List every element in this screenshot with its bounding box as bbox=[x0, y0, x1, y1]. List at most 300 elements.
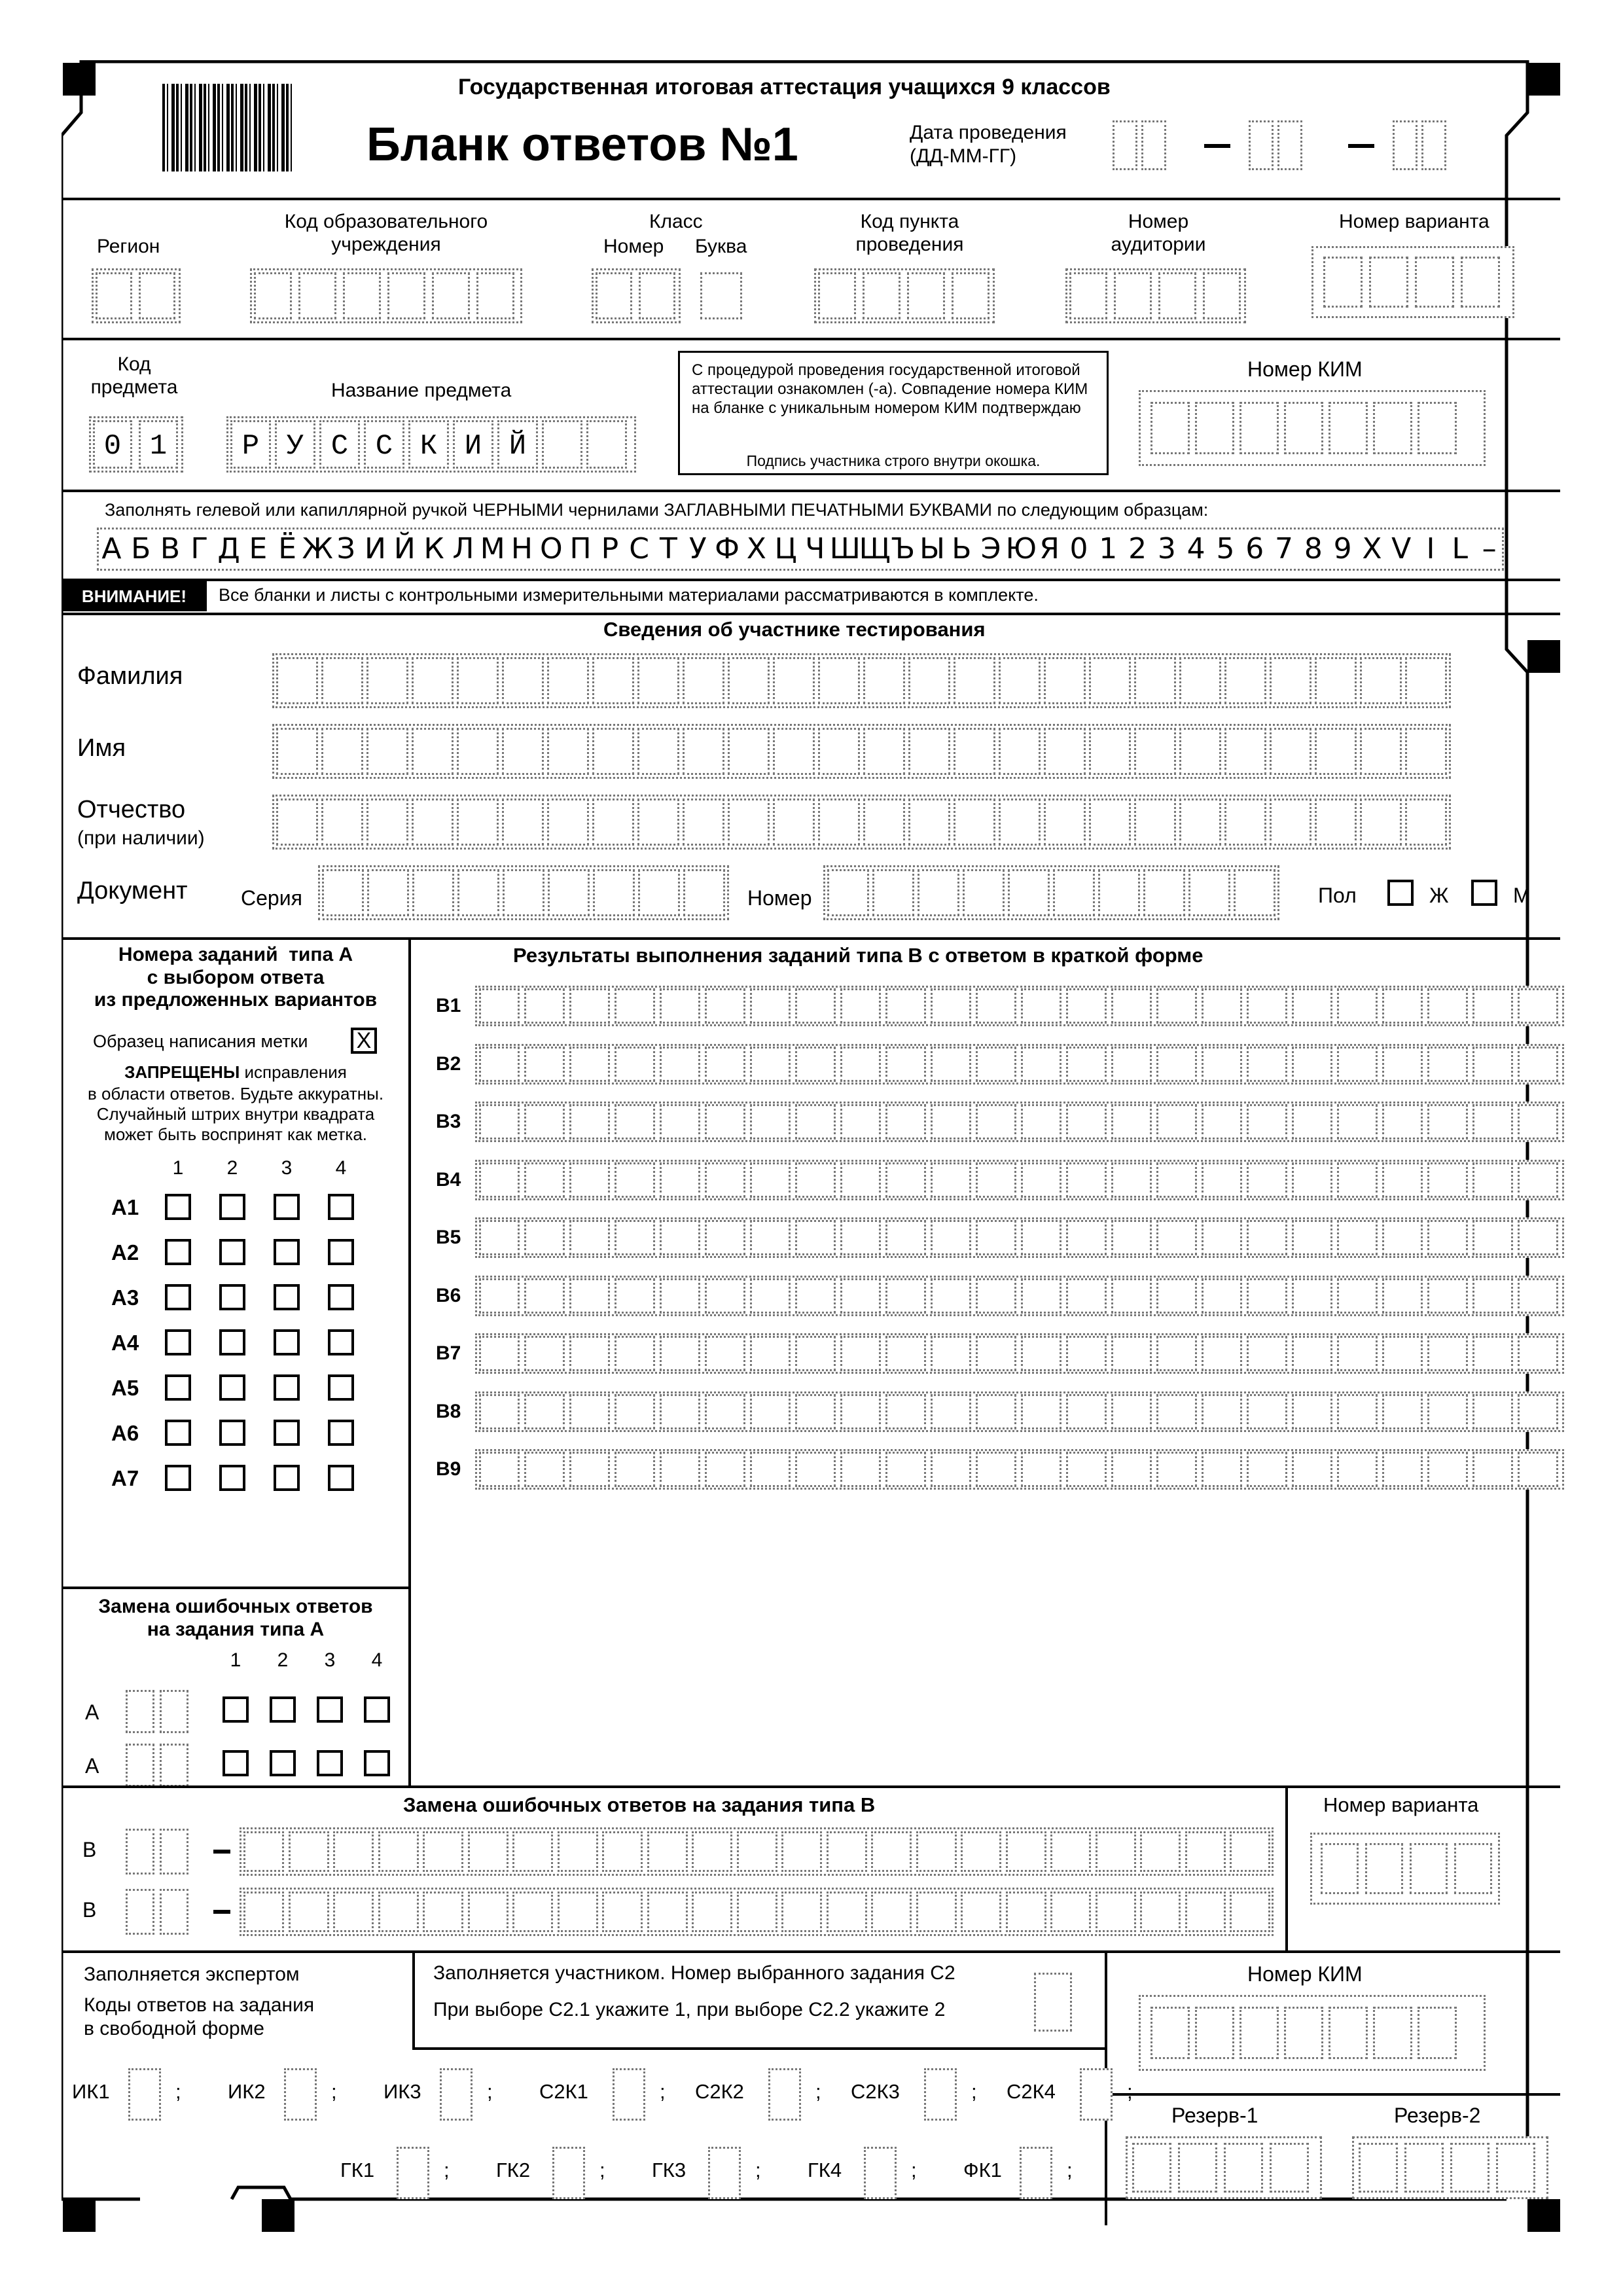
type-b-answer-cell[interactable] bbox=[705, 1278, 745, 1314]
replace-b-answer-cell[interactable] bbox=[647, 1831, 688, 1872]
replace-a-answer-checkbox[interactable] bbox=[270, 1750, 296, 1776]
school-cell-3[interactable] bbox=[343, 272, 381, 319]
kim-cell[interactable] bbox=[1418, 402, 1457, 454]
type-b-answer-cell[interactable] bbox=[1247, 988, 1287, 1024]
replace-b-answer-cell[interactable] bbox=[916, 1831, 957, 1872]
surname-cell[interactable] bbox=[276, 657, 318, 704]
type-b-answer-cell[interactable] bbox=[1292, 1278, 1332, 1314]
type-b-answer-cell[interactable] bbox=[1111, 1104, 1152, 1139]
type-b-answer-cell[interactable] bbox=[1156, 1336, 1197, 1371]
type-a-answer-checkbox[interactable] bbox=[165, 1194, 191, 1220]
type-b-answer-cell[interactable] bbox=[705, 1104, 745, 1139]
type-b-answer-cell[interactable] bbox=[885, 1104, 926, 1139]
type-b-answer-cell[interactable] bbox=[1337, 1336, 1378, 1371]
type-a-answer-checkbox[interactable] bbox=[219, 1374, 245, 1401]
replace-b-answer-cell[interactable] bbox=[423, 1892, 463, 1932]
type-b-answer-cell[interactable] bbox=[1202, 988, 1242, 1024]
type-b-answer-cell[interactable] bbox=[615, 1220, 655, 1255]
reserve-2-cell[interactable] bbox=[1404, 2143, 1444, 2193]
name-cell[interactable] bbox=[412, 728, 454, 775]
type-b-answer-cell[interactable] bbox=[931, 1452, 971, 1487]
replace-a-answer-checkbox[interactable] bbox=[223, 1696, 249, 1723]
document-number-cell[interactable] bbox=[872, 869, 914, 916]
type-b-answer-cell[interactable] bbox=[1337, 1104, 1378, 1139]
type-b-answer-cell[interactable] bbox=[1111, 1452, 1152, 1487]
type-b-answer-cell[interactable] bbox=[1292, 1104, 1332, 1139]
room-cell-4[interactable] bbox=[1203, 272, 1241, 319]
replace-b-answer-cell[interactable] bbox=[827, 1892, 867, 1932]
type-b-answer-cell[interactable] bbox=[1518, 1452, 1558, 1487]
type-b-answer-cell[interactable] bbox=[1156, 1162, 1197, 1198]
replace-a-answer-checkbox[interactable] bbox=[270, 1696, 296, 1723]
type-a-answer-checkbox[interactable] bbox=[165, 1374, 191, 1401]
type-a-answer-checkbox[interactable] bbox=[274, 1194, 300, 1220]
name-cell[interactable] bbox=[457, 728, 499, 775]
class-number-cell-2[interactable] bbox=[639, 272, 675, 319]
type-b-answer-cell[interactable] bbox=[795, 1452, 836, 1487]
surname-cell[interactable] bbox=[1089, 657, 1131, 704]
type-b-answer-cell[interactable] bbox=[1202, 1047, 1242, 1082]
type-b-answer-cell[interactable] bbox=[1247, 1452, 1287, 1487]
type-a-answer-checkbox[interactable] bbox=[219, 1284, 245, 1310]
surname-cell[interactable] bbox=[1044, 657, 1086, 704]
replace-b-answer-cell[interactable] bbox=[692, 1892, 732, 1932]
replace-a-answer-checkbox[interactable] bbox=[364, 1750, 390, 1776]
patronymic-cell[interactable] bbox=[457, 798, 499, 846]
type-b-answer-cell[interactable] bbox=[1427, 1104, 1468, 1139]
type-a-answer-checkbox[interactable] bbox=[328, 1194, 354, 1220]
type-b-answer-cell[interactable] bbox=[1382, 1162, 1423, 1198]
type-a-answer-checkbox[interactable] bbox=[274, 1239, 300, 1265]
surname-cell[interactable] bbox=[1315, 657, 1357, 704]
surname-cell[interactable] bbox=[773, 657, 815, 704]
type-b-answer-cell[interactable] bbox=[1111, 1278, 1152, 1314]
type-a-answer-checkbox[interactable] bbox=[165, 1239, 191, 1265]
reserve-1-cell[interactable] bbox=[1270, 2143, 1309, 2193]
type-b-answer-cell[interactable] bbox=[660, 988, 700, 1024]
type-b-answer-cell[interactable] bbox=[1247, 1047, 1287, 1082]
type-b-answer-cell[interactable] bbox=[569, 1104, 610, 1139]
name-cell[interactable] bbox=[954, 728, 995, 775]
type-b-answer-cell[interactable] bbox=[976, 1220, 1016, 1255]
type-b-answer-cell[interactable] bbox=[840, 1104, 881, 1139]
surname-cell[interactable] bbox=[1405, 657, 1447, 704]
replace-a-task-cell[interactable] bbox=[126, 1744, 154, 1787]
type-b-answer-cell[interactable] bbox=[1472, 988, 1513, 1024]
patronymic-cell[interactable] bbox=[999, 798, 1041, 846]
surname-field[interactable] bbox=[272, 653, 1467, 708]
name-cell[interactable] bbox=[683, 728, 724, 775]
type-b-answer-cell[interactable] bbox=[1111, 1394, 1152, 1429]
surname-cell[interactable] bbox=[999, 657, 1041, 704]
name-cell[interactable] bbox=[276, 728, 318, 775]
replace-b-answer-cell[interactable] bbox=[692, 1831, 732, 1872]
room-cell-2[interactable] bbox=[1114, 272, 1152, 319]
type-a-answer-checkbox[interactable] bbox=[274, 1465, 300, 1491]
type-b-answer-cell[interactable] bbox=[524, 1162, 565, 1198]
document-series-cell[interactable] bbox=[548, 869, 590, 916]
subject-code-cell-1[interactable]: 0 bbox=[93, 420, 132, 469]
patronymic-cell[interactable] bbox=[818, 798, 860, 846]
name-cell[interactable] bbox=[1044, 728, 1086, 775]
expert-kim-cell[interactable] bbox=[1150, 2007, 1190, 2059]
replace-a-answer-checkbox[interactable] bbox=[317, 1696, 343, 1723]
type-b-answer-cell[interactable] bbox=[615, 1394, 655, 1429]
type-b-answer-cell[interactable] bbox=[840, 1220, 881, 1255]
name-cell[interactable] bbox=[1179, 728, 1221, 775]
name-cell[interactable] bbox=[547, 728, 589, 775]
patronymic-cell[interactable] bbox=[1224, 798, 1266, 846]
name-cell[interactable] bbox=[728, 728, 770, 775]
type-b-answer-cell[interactable] bbox=[795, 1336, 836, 1371]
type-b-answer-cell[interactable] bbox=[1337, 1452, 1378, 1487]
replace-b-answer-cell[interactable] bbox=[378, 1892, 419, 1932]
document-number-field[interactable] bbox=[823, 865, 1275, 920]
replace-b-answer-cell[interactable] bbox=[243, 1892, 284, 1932]
reserve-1-cell[interactable] bbox=[1224, 2143, 1263, 2193]
replace-b-answer-cell[interactable] bbox=[1096, 1892, 1136, 1932]
type-b-answer-cell[interactable] bbox=[840, 1336, 881, 1371]
surname-cell[interactable] bbox=[457, 657, 499, 704]
type-b-answer-cell[interactable] bbox=[1202, 1336, 1242, 1371]
replace-b-answer-cell[interactable] bbox=[827, 1831, 867, 1872]
type-b-answer-cell[interactable] bbox=[705, 1394, 745, 1429]
type-b-answer-cell[interactable] bbox=[569, 1047, 610, 1082]
type-a-answer-checkbox[interactable] bbox=[328, 1374, 354, 1401]
type-b-answer-cell[interactable] bbox=[1247, 1336, 1287, 1371]
type-b-answer-cell[interactable] bbox=[976, 1336, 1016, 1371]
type-b-answer-cell[interactable] bbox=[705, 1162, 745, 1198]
name-cell[interactable] bbox=[863, 728, 905, 775]
replace-b-answer-cell[interactable] bbox=[1185, 1892, 1226, 1932]
patronymic-cell[interactable] bbox=[728, 798, 770, 846]
type-b-answer-cell[interactable] bbox=[931, 1047, 971, 1082]
document-number-cell[interactable] bbox=[1098, 869, 1140, 916]
type-b-answer-cell[interactable] bbox=[1111, 1162, 1152, 1198]
type-b-answer-cell[interactable] bbox=[1472, 1104, 1513, 1139]
patronymic-cell[interactable] bbox=[683, 798, 724, 846]
replace-b-task-cell[interactable] bbox=[126, 1829, 154, 1874]
type-b-answer-cell[interactable] bbox=[615, 1278, 655, 1314]
type-b-answer-cell[interactable] bbox=[1427, 1336, 1468, 1371]
replace-a-answer-checkbox[interactable] bbox=[364, 1696, 390, 1723]
surname-cell[interactable] bbox=[412, 657, 454, 704]
date-year-2[interactable] bbox=[1421, 120, 1446, 170]
expert-code-cell[interactable] bbox=[552, 2147, 585, 2199]
type-b-answer-cell[interactable] bbox=[1518, 1394, 1558, 1429]
type-b-answer-cell[interactable] bbox=[479, 1047, 520, 1082]
patronymic-field[interactable] bbox=[272, 795, 1467, 850]
replace-b-answer-cell[interactable] bbox=[289, 1831, 329, 1872]
type-b-answer-cell[interactable] bbox=[524, 1394, 565, 1429]
replace-b-answer-cell[interactable] bbox=[512, 1831, 553, 1872]
name-cell[interactable] bbox=[908, 728, 950, 775]
document-number-cell[interactable] bbox=[1053, 869, 1095, 916]
type-b-answer-cell[interactable] bbox=[479, 1452, 520, 1487]
type-a-answer-checkbox[interactable] bbox=[328, 1465, 354, 1491]
surname-cell[interactable] bbox=[818, 657, 860, 704]
type-b-answer-cell[interactable] bbox=[1111, 1047, 1152, 1082]
type-b-answer-cell[interactable] bbox=[1472, 1162, 1513, 1198]
type-b-answer-cell[interactable] bbox=[1066, 1452, 1107, 1487]
type-b-answer-cell[interactable] bbox=[976, 1162, 1016, 1198]
reserve-2-cell[interactable] bbox=[1496, 2143, 1535, 2193]
type-b-answer-cell[interactable] bbox=[750, 1336, 791, 1371]
type-b-answer-cell[interactable] bbox=[931, 988, 971, 1024]
replace-b-answer-cell[interactable] bbox=[1006, 1831, 1046, 1872]
replace-b-answer-cell[interactable] bbox=[1230, 1831, 1270, 1872]
replace-b-variant-cell[interactable] bbox=[1365, 1843, 1403, 1894]
patronymic-cell[interactable] bbox=[1360, 798, 1402, 846]
reserve-2-cell[interactable] bbox=[1450, 2143, 1489, 2193]
type-b-answer-cell[interactable] bbox=[660, 1452, 700, 1487]
replace-b-answer-cell[interactable] bbox=[468, 1831, 508, 1872]
variant-cell-1[interactable] bbox=[1323, 257, 1363, 308]
type-b-answer-cell[interactable] bbox=[1247, 1220, 1287, 1255]
replace-b-answer-cell[interactable] bbox=[961, 1831, 1001, 1872]
type-b-answer-cell[interactable] bbox=[479, 1336, 520, 1371]
type-b-answer-cell[interactable] bbox=[705, 1220, 745, 1255]
type-b-answer-cell[interactable] bbox=[885, 1394, 926, 1429]
replace-b-answer-cell[interactable] bbox=[1006, 1892, 1046, 1932]
type-b-answer-cell[interactable] bbox=[479, 988, 520, 1024]
reserve-2-cell[interactable] bbox=[1359, 2143, 1398, 2193]
name-cell[interactable] bbox=[637, 728, 679, 775]
type-b-answer-cell[interactable] bbox=[1202, 1162, 1242, 1198]
school-cell-1[interactable] bbox=[254, 272, 292, 319]
type-b-answer-cell[interactable] bbox=[1518, 988, 1558, 1024]
region-cell-1[interactable] bbox=[96, 272, 132, 319]
kim-cell[interactable] bbox=[1150, 402, 1190, 454]
type-b-answer-cell[interactable] bbox=[1382, 1336, 1423, 1371]
type-b-answer-cell[interactable] bbox=[569, 1220, 610, 1255]
replace-a-answer-checkbox[interactable] bbox=[317, 1750, 343, 1776]
type-a-answer-checkbox[interactable] bbox=[165, 1420, 191, 1446]
gender-male-checkbox[interactable] bbox=[1471, 880, 1497, 906]
type-b-answer-cell[interactable] bbox=[885, 1220, 926, 1255]
date-day-1[interactable] bbox=[1113, 120, 1137, 170]
school-cell-5[interactable] bbox=[432, 272, 470, 319]
region-cell-2[interactable] bbox=[139, 272, 175, 319]
type-b-answer-cell[interactable] bbox=[1292, 1047, 1332, 1082]
type-b-answer-cell[interactable] bbox=[1382, 1278, 1423, 1314]
type-b-answer-cell[interactable] bbox=[1518, 1336, 1558, 1371]
type-b-answer-cell[interactable] bbox=[615, 988, 655, 1024]
type-b-answer-cell[interactable] bbox=[705, 1336, 745, 1371]
type-b-answer-cell[interactable] bbox=[479, 1220, 520, 1255]
name-cell[interactable] bbox=[1089, 728, 1131, 775]
type-b-answer-cell[interactable] bbox=[1472, 1278, 1513, 1314]
surname-cell[interactable] bbox=[1224, 657, 1266, 704]
replace-b-answer-cell[interactable] bbox=[781, 1831, 822, 1872]
type-b-answer-cell[interactable] bbox=[1066, 1278, 1107, 1314]
type-a-answer-checkbox[interactable] bbox=[219, 1329, 245, 1355]
kim-cell[interactable] bbox=[1284, 402, 1323, 454]
type-b-answer-cell[interactable] bbox=[1021, 1104, 1061, 1139]
date-month-2[interactable] bbox=[1277, 120, 1302, 170]
type-b-answer-cell[interactable] bbox=[569, 1336, 610, 1371]
replace-a-task-cell[interactable] bbox=[126, 1690, 154, 1733]
type-b-answer-cell[interactable] bbox=[1156, 1278, 1197, 1314]
type-b-answer-cell[interactable] bbox=[750, 1278, 791, 1314]
type-b-answer-cell[interactable] bbox=[1337, 988, 1378, 1024]
type-b-answer-cell[interactable] bbox=[569, 1452, 610, 1487]
type-b-answer-cell[interactable] bbox=[1021, 988, 1061, 1024]
replace-b-answer-cell[interactable] bbox=[871, 1831, 912, 1872]
type-b-answer-cell[interactable] bbox=[1292, 1336, 1332, 1371]
type-b-answer-cell[interactable] bbox=[931, 1278, 971, 1314]
type-b-answer-cell[interactable] bbox=[1066, 1336, 1107, 1371]
type-b-answer-cell[interactable] bbox=[1472, 1047, 1513, 1082]
surname-cell[interactable] bbox=[502, 657, 544, 704]
replace-b-task-cell[interactable] bbox=[126, 1889, 154, 1935]
type-b-answer-cell[interactable] bbox=[1156, 988, 1197, 1024]
type-b-answer-cell[interactable] bbox=[660, 1162, 700, 1198]
surname-cell[interactable] bbox=[592, 657, 634, 704]
replace-b-answer-cell[interactable] bbox=[378, 1831, 419, 1872]
type-b-answer-cell[interactable] bbox=[976, 1452, 1016, 1487]
surname-cell[interactable] bbox=[1134, 657, 1176, 704]
replace-b-answer-cell[interactable] bbox=[916, 1892, 957, 1932]
subject-code-cell-2[interactable]: 1 bbox=[139, 420, 178, 469]
type-b-answer-cell[interactable] bbox=[1247, 1104, 1287, 1139]
type-b-answer-cell[interactable] bbox=[1066, 1047, 1107, 1082]
type-b-answer-cell[interactable] bbox=[931, 1220, 971, 1255]
patronymic-cell[interactable] bbox=[592, 798, 634, 846]
type-b-answer-cell[interactable] bbox=[1292, 1162, 1332, 1198]
variant-cell-2[interactable] bbox=[1369, 257, 1408, 308]
room-cell-1[interactable] bbox=[1069, 272, 1107, 319]
document-number-cell[interactable] bbox=[1234, 869, 1275, 916]
name-cell[interactable] bbox=[1134, 728, 1176, 775]
class-number-cell-1[interactable] bbox=[596, 272, 632, 319]
patronymic-cell[interactable] bbox=[954, 798, 995, 846]
type-b-answer-cell[interactable] bbox=[795, 1394, 836, 1429]
type-b-answer-cell[interactable] bbox=[524, 1220, 565, 1255]
expert-code-cell[interactable] bbox=[613, 2068, 645, 2121]
surname-cell[interactable] bbox=[366, 657, 408, 704]
date-day-2[interactable] bbox=[1141, 120, 1166, 170]
type-b-answer-cell[interactable] bbox=[1021, 1336, 1061, 1371]
type-b-answer-cell[interactable] bbox=[1111, 988, 1152, 1024]
type-b-answer-cell[interactable] bbox=[524, 1047, 565, 1082]
type-b-answer-cell[interactable] bbox=[1427, 1452, 1468, 1487]
type-b-answer-cell[interactable] bbox=[660, 1104, 700, 1139]
document-series-field[interactable] bbox=[318, 865, 724, 920]
type-a-answer-checkbox[interactable] bbox=[328, 1239, 354, 1265]
type-b-answer-cell[interactable] bbox=[1518, 1104, 1558, 1139]
name-cell[interactable] bbox=[1360, 728, 1402, 775]
type-b-answer-cell[interactable] bbox=[1066, 1104, 1107, 1139]
patronymic-cell[interactable] bbox=[1270, 798, 1311, 846]
document-series-cell[interactable] bbox=[367, 869, 409, 916]
type-b-answer-cell[interactable] bbox=[569, 1278, 610, 1314]
patronymic-cell[interactable] bbox=[1405, 798, 1447, 846]
type-b-answer-cell[interactable] bbox=[1472, 1452, 1513, 1487]
expert-code-cell[interactable] bbox=[397, 2147, 429, 2199]
type-b-answer-cell[interactable] bbox=[524, 1452, 565, 1487]
document-series-cell[interactable] bbox=[322, 869, 364, 916]
name-cell[interactable] bbox=[321, 728, 363, 775]
type-b-answer-cell[interactable] bbox=[615, 1336, 655, 1371]
type-b-answer-cell[interactable] bbox=[1292, 1452, 1332, 1487]
kim-cell[interactable] bbox=[1195, 402, 1234, 454]
replace-b-answer-cell[interactable] bbox=[1140, 1892, 1181, 1932]
type-a-answer-checkbox[interactable] bbox=[274, 1374, 300, 1401]
type-b-answer-cell[interactable] bbox=[1066, 1162, 1107, 1198]
kim-cell[interactable] bbox=[1240, 402, 1279, 454]
type-b-answer-cell[interactable] bbox=[1427, 988, 1468, 1024]
expert-kim-cell[interactable] bbox=[1373, 2007, 1412, 2059]
type-b-answer-cell[interactable] bbox=[615, 1104, 655, 1139]
replace-b-answer-cell[interactable] bbox=[558, 1831, 598, 1872]
surname-cell[interactable] bbox=[954, 657, 995, 704]
expert-code-cell[interactable] bbox=[924, 2068, 957, 2121]
type-b-answer-cell[interactable] bbox=[524, 988, 565, 1024]
type-b-answer-cell[interactable] bbox=[1382, 1104, 1423, 1139]
type-b-answer-cell[interactable] bbox=[615, 1162, 655, 1198]
replace-b-answer-cell[interactable] bbox=[1140, 1831, 1181, 1872]
type-b-answer-cell[interactable] bbox=[1111, 1336, 1152, 1371]
type-a-answer-checkbox[interactable] bbox=[274, 1329, 300, 1355]
type-b-answer-cell[interactable] bbox=[1156, 1104, 1197, 1139]
name-cell[interactable] bbox=[1224, 728, 1266, 775]
patronymic-cell[interactable] bbox=[366, 798, 408, 846]
type-a-answer-checkbox[interactable] bbox=[328, 1284, 354, 1310]
point-cell-2[interactable] bbox=[863, 272, 901, 319]
type-b-answer-cell[interactable] bbox=[750, 1220, 791, 1255]
expert-code-cell[interactable] bbox=[1080, 2068, 1113, 2121]
surname-cell[interactable] bbox=[1360, 657, 1402, 704]
surname-cell[interactable] bbox=[321, 657, 363, 704]
patronymic-cell[interactable] bbox=[773, 798, 815, 846]
room-cell-3[interactable] bbox=[1158, 272, 1196, 319]
replace-b-variant-cell[interactable] bbox=[1321, 1843, 1359, 1894]
variant-cell-4[interactable] bbox=[1461, 257, 1500, 308]
type-b-answer-cell[interactable] bbox=[1382, 988, 1423, 1024]
patronymic-cell[interactable] bbox=[1089, 798, 1131, 846]
replace-b-answer-cell[interactable] bbox=[1185, 1831, 1226, 1872]
type-b-answer-cell[interactable] bbox=[1111, 1220, 1152, 1255]
type-b-answer-cell[interactable] bbox=[1202, 1394, 1242, 1429]
expert-kim-cell[interactable] bbox=[1284, 2007, 1323, 2059]
surname-cell[interactable] bbox=[908, 657, 950, 704]
type-b-answer-cell[interactable] bbox=[840, 988, 881, 1024]
type-b-answer-cell[interactable] bbox=[615, 1047, 655, 1082]
replace-b-task-cell[interactable] bbox=[160, 1829, 188, 1874]
type-b-answer-cell[interactable] bbox=[524, 1104, 565, 1139]
type-b-answer-cell[interactable] bbox=[885, 1047, 926, 1082]
type-b-answer-cell[interactable] bbox=[1382, 1452, 1423, 1487]
patronymic-cell[interactable] bbox=[412, 798, 454, 846]
type-b-answer-cell[interactable] bbox=[750, 1162, 791, 1198]
expert-kim-cell[interactable] bbox=[1195, 2007, 1234, 2059]
type-b-answer-cell[interactable] bbox=[660, 1047, 700, 1082]
expert-code-cell[interactable] bbox=[128, 2068, 161, 2121]
class-letter-cell[interactable] bbox=[700, 272, 742, 319]
type-b-answer-cell[interactable] bbox=[1021, 1278, 1061, 1314]
patronymic-cell[interactable] bbox=[1044, 798, 1086, 846]
type-a-answer-checkbox[interactable] bbox=[219, 1465, 245, 1491]
type-b-answer-cell[interactable] bbox=[976, 1278, 1016, 1314]
type-b-answer-cell[interactable] bbox=[569, 1394, 610, 1429]
type-b-answer-cell[interactable] bbox=[479, 1394, 520, 1429]
patronymic-cell[interactable] bbox=[1179, 798, 1221, 846]
date-month-1[interactable] bbox=[1249, 120, 1274, 170]
type-b-answer-cell[interactable] bbox=[931, 1336, 971, 1371]
patronymic-cell[interactable] bbox=[547, 798, 589, 846]
type-b-answer-cell[interactable] bbox=[1518, 1278, 1558, 1314]
